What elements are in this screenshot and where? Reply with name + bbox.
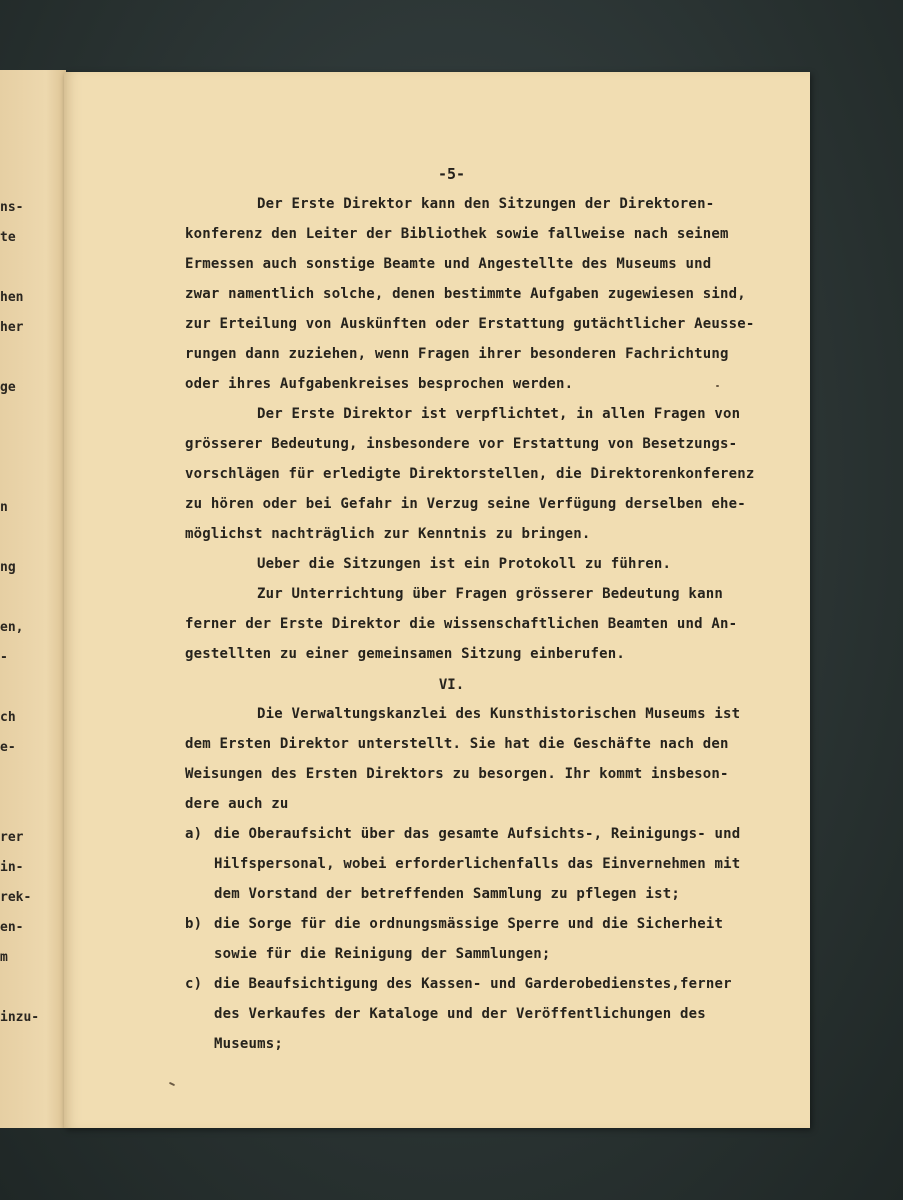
text-line: gestellten zu einer gemeinsamen Sitzung einberufen. [185,646,626,662]
page-number: -5- [437,165,466,183]
text-line: zu hören oder bei Gefahr in Verzug seine Verfügung derselben ehe- [185,496,746,512]
margin-fragment: ng [0,560,16,575]
list-item-line: dem Vorstand der betreffenden Sammlung zu pflegen ist; [214,886,680,902]
adjacent-page-edge [0,70,66,1128]
paper-speck [169,1082,175,1086]
margin-fragment: - [0,650,8,665]
text-line: vorschlägen für erledigte Direktorstellen, die Direktorenkonferenz [185,466,755,482]
list-marker: a) [185,826,203,842]
margin-fragment: en, [0,620,24,635]
list-marker: c) [185,976,203,992]
text-line: Ermessen auch sonstige Beamte und Angestellte des Museums und [185,256,712,272]
list-marker: b) [185,916,203,932]
list-item-line: die Oberaufsicht über das gesamte Aufsichts-, Reinigungs- und [214,826,741,842]
list-item-line: die Beaufsichtigung des Kassen- und Garderobedienstes,ferner [214,976,732,992]
text-line: zwar namentlich solche, denen bestimmte Aufgaben zugewiesen sind, [185,286,746,302]
list-item-line: Museums; [214,1036,284,1052]
margin-fragment: te [0,230,16,245]
paper-speck [716,385,719,387]
text-line: möglichst nachträglich zur Kenntnis zu bringen. [185,526,591,542]
margin-fragment: m [0,950,8,965]
text-line: grösserer Bedeutung, insbesondere vor Erstattung von Besetzungs- [185,436,738,452]
margin-fragment: e- [0,740,16,755]
margin-fragment: her [0,320,24,335]
text-line: oder ihres Aufgabenkreises besprochen werden. [185,376,574,392]
text-line: dere auch zu [185,796,289,812]
margin-fragment: in- [0,860,24,875]
text-line: konferenz den Leiter der Bibliothek sowie fallweise nach seinem [185,226,729,242]
margin-fragment: ns- [0,200,24,215]
margin-fragment: en- [0,920,24,935]
margin-fragment: ch [0,710,16,725]
text-line: Die Verwaltungskanzlei des Kunsthistorischen Museums ist [257,706,741,722]
section-heading: VI. [438,677,465,693]
text-line: dem Ersten Direktor unterstellt. Sie hat die Geschäfte nach den [185,736,729,752]
list-item-line: des Verkaufes der Kataloge und der Veröffentlichungen des [214,1006,706,1022]
margin-fragment: hen [0,290,24,305]
margin-fragment: ge [0,380,16,395]
margin-fragment: rer [0,830,24,845]
text-line: Zur Unterrichtung über Fragen grösserer Bedeutung kann [257,586,723,602]
list-item-line: sowie für die Reinigung der Sammlungen; [214,946,551,962]
margin-fragment: rek- [0,890,32,905]
text-line: zur Erteilung von Auskünften oder Erstattung gutächtlicher Aeusse- [185,316,755,332]
list-item-line: Hilfspersonal, wobei erforderlichenfalls das Einvernehmen mit [214,856,741,872]
text-line: ferner der Erste Direktor die wissenschaftlichen Beamten und An- [185,616,738,632]
margin-fragment: n [0,500,8,515]
list-item-line: die Sorge für die ordnungsmässige Sperre und die Sicherheit [214,916,724,932]
text-line: rungen dann zuziehen, wenn Fragen ihrer besonderen Fachrichtung [185,346,729,362]
text-line: Weisungen des Ersten Direktors zu besorgen. Ihr kommt insbeson- [185,766,729,782]
text-line: Der Erste Direktor ist verpflichtet, in allen Fragen von [257,406,741,422]
text-line: Ueber die Sitzungen ist ein Protokoll zu führen. [257,556,672,572]
margin-fragment: inzu- [0,1010,40,1025]
text-line: Der Erste Direktor kann den Sitzungen der Direktoren- [257,196,715,212]
